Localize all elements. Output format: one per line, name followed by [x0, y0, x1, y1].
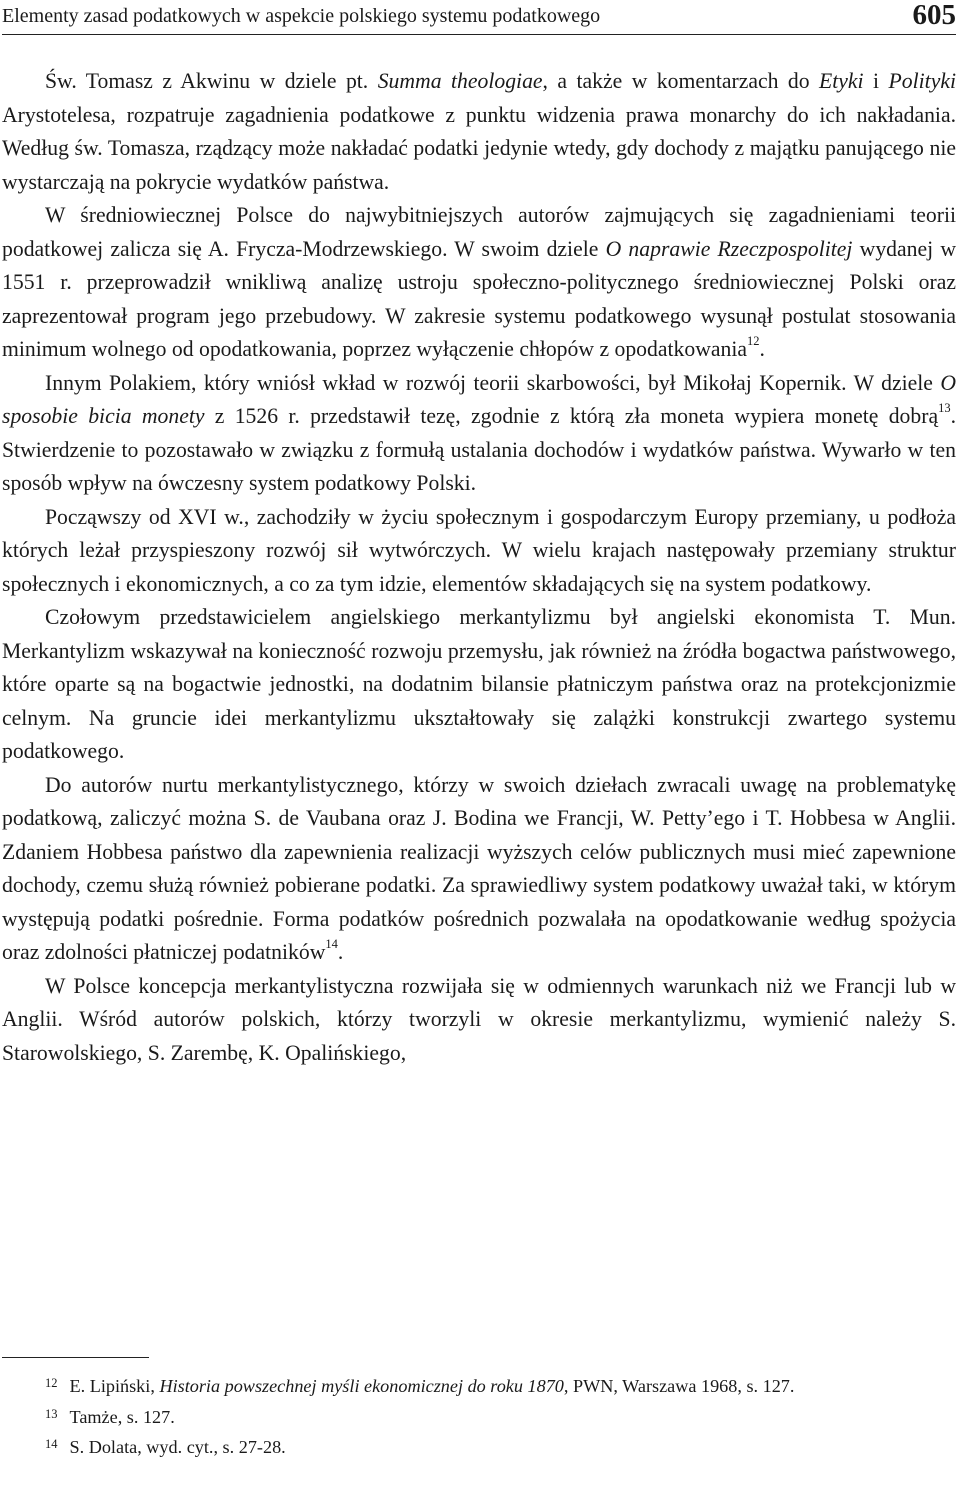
text-run: Innym Polakiem, który wniósł wkład w rozwój teorii skarbowości, był Mikołaj Kopernik. W dziele [45, 370, 941, 395]
paragraph [2, 601, 956, 769]
paragraph [2, 501, 956, 602]
footnote [2, 1403, 956, 1434]
footnote [2, 1433, 956, 1464]
italic-title: Polityki [888, 69, 956, 93]
body-text [2, 65, 956, 1070]
footnote-text: E. Lipiński, [69, 1376, 160, 1396]
text-run: . [337, 940, 344, 964]
text-run: Czołowym przedstawicielem angielskiego merkantylizmu był angielski ekonomista T. Mun. Merkantylizm wskazywał na konieczność rozwoju przemysłu, jak również na źródła bogactwa państwowego, które oparte są na bogactwie jednostki, na dodatnim bilansie płatniczym państwa oraz na protekcjonizmie celnym. Na gruncie idei merkantylizmu ukształtowały się zalążki konstrukcji zwartego systemu podatkowego. [2, 605, 956, 763]
text-run: z 1526 r. przedstawił tezę, zgodnie z którą zła moneta wypiera monetę dobrą [204, 404, 939, 428]
footnotes [2, 1372, 956, 1464]
paragraph [2, 199, 956, 367]
footnote-text: Tamże, s. 127. [69, 1406, 175, 1427]
paragraph [2, 769, 956, 970]
text-run: , a także w komentarzach do [542, 69, 820, 93]
italic-title: O naprawie Rzeczpospolitej [605, 236, 853, 261]
text-run: . [759, 337, 765, 361]
text-run: . Stwierdzenie to pozostawało w związku z formułą ustalania dochodów i wydatków państwa. Wywarło w ten sposób wpływ na ówczesny system podatkowy Polski. [2, 404, 956, 495]
page-number: 605 [912, 0, 956, 31]
italic-title: Summa theologiae [377, 69, 543, 93]
footnote-separator [2, 1357, 149, 1358]
text-run: Do autorów nurtu merkantylistycznego, którzy w swoich dziełach zwracali uwagę na problematykę podatkową, zaliczyć można S. de Vaubana oraz J. Bodina we Francji, W. Petty’ego i T. Hobbesa w Anglii. Zdaniem Hobbesa państwo dla zapewnienia realizacji wyższych celów publicznych musi mieć zapewnione dochody, czemu służą również pobierane podatki. Za sprawiedliwy system podatkowy uważał taki, w którym występują podatki pośrednie. Forma podatków pośrednich pozwalała na opodatkowanie według spożycia oraz zdolności płatniczej podatników [2, 772, 956, 964]
footnote-number: 14 [45, 1437, 58, 1451]
footnote [2, 1372, 956, 1403]
footnote-text: S. Dolata, wyd. cyt., s. 27-28. [69, 1437, 286, 1457]
footnote-text: , PWN, Warszawa 1968, s. 127. [563, 1376, 795, 1396]
footnote-reference[interactable]: 14 [325, 936, 338, 951]
running-header-title: Elementy zasad podatkowych w aspekcie polskiego systemu podatkowego [2, 5, 601, 27]
text-run: Arystotelesa, rozpatruje zagadnienia podatkowe z punktu widzenia prawa monarchy do ich nakładania. Według św. Tomasza, rządzący może nakładać podatki jedynie wtedy, gdy dochody z majątku panującego nie wystarczają na pokrycie wydatków państwa. [2, 102, 956, 194]
text-run: Św. Tomasz z Akwinu w dziele pt. [45, 69, 378, 93]
text-run: i [863, 69, 889, 93]
paragraph [2, 367, 956, 501]
text-run: wydanej w 1551 r. przeprowadził wnikliwą analizę ustroju społeczno-politycznego średniowiecznej Polski oraz zaprezentował program jego przebudowy. W zakresie systemu podatkowego wysunął postulat stosowania minimum wolnego od opodatkowania, poprzez wyłączenie chłopów z opodatkowania [2, 236, 956, 361]
text-run: W średniowiecznej Polsce do najwybitniejszych autorów zajmujących się zagadnieniami teorii podatkowej zalicza się A. Frycza-Modrzewskiego. W swoim dziele [2, 203, 956, 261]
paragraph [2, 65, 956, 199]
footnote-number: 12 [45, 1376, 58, 1390]
footnote-italic-title: Historia powszechnej myśli ekonomicznej do roku 1870 [159, 1376, 564, 1396]
italic-title: O sposobie bicia monety [2, 370, 956, 428]
running-header [2, 0, 956, 35]
text-run: W Polsce koncepcja merkantylistyczna rozwijała się w odmiennych warunkach niż we Francji lub w Anglii. Wśród autorów polskich, którzy tworzyli w okresie merkantylizmu, wymienić należy S. Starowolskiego, S. Zarembę, K. Opalińskiego, [2, 973, 956, 1065]
footnote-number: 13 [45, 1406, 58, 1421]
paragraph [2, 970, 956, 1071]
footnote-reference[interactable]: 13 [938, 400, 951, 415]
italic-title: Etyki [819, 69, 864, 93]
text-run: Począwszy od XVI w., zachodziły w życiu społecznym i gospodarczym Europy przemiany, u podłoża których leżał przyspieszony rozwój sił wytwórczych. W wielu krajach następowały przemiany struktur społecznych i ekonomicznych, a co za tym idzie, elementów składających się na system podatkowy. [2, 504, 956, 596]
footnote-reference[interactable]: 12 [747, 333, 760, 348]
